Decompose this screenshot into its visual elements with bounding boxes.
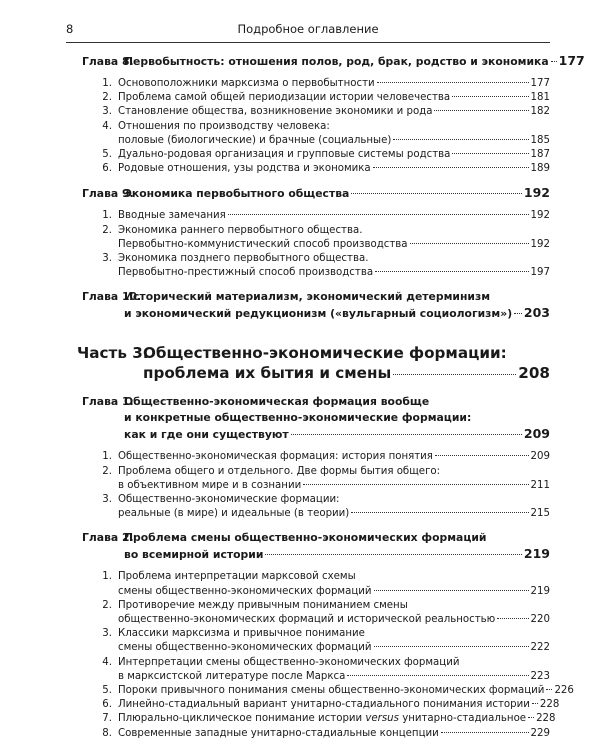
- chapter-page: 219: [523, 546, 550, 562]
- dot-leader: [497, 618, 528, 619]
- chapter-9-entry[interactable]: [82, 185, 550, 202]
- item-title: Линейно-стадиальный вариант унитарно-стадиального понимания истории: [118, 699, 530, 711]
- item-page: 229: [530, 727, 550, 739]
- item-title-part: Плюрально-циклическое понимание истории: [118, 713, 366, 725]
- toc-item[interactable]: [82, 224, 550, 238]
- table-of-contents: [77, 53, 585, 741]
- dot-leader: [265, 554, 522, 555]
- chapter-label: Глава 8.: [82, 55, 134, 68]
- chapter-page: 209: [523, 426, 550, 442]
- toc-item-continuation[interactable]: [82, 238, 550, 252]
- toc-item-continuation[interactable]: [82, 479, 550, 493]
- item-title: Интерпретации смены общественно-экономических формаций: [118, 656, 460, 668]
- dot-leader: [551, 61, 557, 62]
- item-title-cont: реальные (в мире) и идеальные (в теории): [118, 508, 350, 520]
- item-title: Отношения по производству человека:: [118, 120, 330, 132]
- item-number: 6.: [102, 163, 112, 175]
- dot-leader: [351, 512, 528, 513]
- item-title-part: унитарно-стадиальное: [398, 713, 527, 725]
- chapter-8-entry[interactable]: [82, 53, 585, 70]
- chapter-10-entry[interactable]: [82, 289, 550, 305]
- item-page: 209: [530, 451, 550, 463]
- dot-leader: [435, 455, 529, 456]
- toc-item[interactable]: [82, 570, 550, 584]
- item-title-cont: в марксистской литературе после Маркса: [118, 670, 346, 682]
- part-title-cont: проблема их бытия и смены: [143, 364, 392, 383]
- dot-leader: [374, 590, 529, 591]
- dot-leader: [452, 96, 528, 97]
- page-number: 8: [66, 22, 74, 36]
- toc-item[interactable]: [82, 91, 550, 105]
- part-label: Часть 3.: [77, 344, 149, 363]
- chapter-label: Глава 1.: [82, 395, 134, 409]
- item-title: Экономика раннего первобытного общества.: [118, 224, 363, 236]
- item-title: Родовые отношения, узы родства и экономика: [118, 163, 371, 175]
- part3-chapter-1-entry-cont[interactable]: [82, 426, 550, 443]
- toc-item-continuation[interactable]: [82, 585, 550, 599]
- chapter-title: Проблема смены общественно-экономических формаций: [124, 531, 487, 545]
- dot-leader: [434, 110, 528, 111]
- item-number: 7.: [102, 713, 112, 725]
- item-number: 3.: [102, 494, 112, 506]
- toc-item[interactable]: [82, 698, 560, 712]
- dot-leader: [514, 313, 522, 314]
- item-title: Проблема самой общей периодизации истории человечества: [118, 92, 451, 104]
- dot-leader: [393, 374, 516, 375]
- item-title: Проблема общего и отдельного. Две формы бытия общего:: [118, 465, 441, 477]
- dot-leader: [377, 82, 529, 83]
- running-header: [66, 22, 550, 42]
- item-title: Проблема интерпретации марксовой схемы: [118, 571, 356, 583]
- item-page: 182: [530, 106, 550, 118]
- toc-item[interactable]: [82, 252, 550, 266]
- dot-leader: [291, 434, 522, 435]
- item-page: 220: [530, 614, 550, 626]
- chapter-title: Экономика первобытного общества: [124, 187, 350, 201]
- item-title-cont: общественно-экономических формаций и исторической реальностью: [118, 614, 496, 626]
- toc-item[interactable]: [82, 627, 550, 641]
- part-3-entry-cont[interactable]: [77, 363, 550, 383]
- item-title: Становление общества, возникновение экономики и рода: [118, 106, 433, 118]
- dot-leader: [228, 214, 529, 215]
- item-number: 8.: [102, 727, 112, 739]
- item-title: Вводные замечания: [118, 210, 226, 222]
- toc-item-continuation[interactable]: [82, 613, 550, 627]
- toc-item[interactable]: [82, 727, 550, 741]
- dot-leader: [373, 167, 529, 168]
- item-page: 226: [554, 685, 574, 697]
- toc-item[interactable]: [82, 450, 550, 464]
- dot-leader: [374, 646, 529, 647]
- dot-leader: [347, 675, 528, 676]
- item-number: 4.: [102, 656, 112, 668]
- part-title: Общественно-экономические формации:: [143, 344, 507, 363]
- item-number: 3.: [102, 106, 112, 118]
- item-title: [118, 712, 526, 726]
- toc-item[interactable]: [82, 712, 556, 726]
- item-title-cont: смены общественно-экономических формаций: [118, 642, 372, 654]
- dot-leader: [546, 689, 552, 690]
- running-title: Подробное оглавление: [237, 22, 379, 36]
- part3-chapter-1-entry-cont[interactable]: [82, 410, 550, 426]
- toc-item[interactable]: [82, 162, 550, 176]
- chapter-label: Глава 2.: [82, 531, 134, 545]
- part3-chapter-1-entry[interactable]: [82, 394, 550, 410]
- item-number: 3.: [102, 253, 112, 265]
- toc-item-continuation[interactable]: [82, 266, 550, 280]
- item-page: 177: [530, 78, 550, 89]
- toc-item[interactable]: [82, 465, 550, 479]
- chapter-page: 192: [523, 185, 550, 201]
- dot-leader: [441, 732, 529, 733]
- chapter-10-entry-cont[interactable]: [82, 305, 550, 322]
- item-title-cont: Первобытно-престижный способ производства: [118, 267, 374, 279]
- item-page: 211: [530, 479, 550, 491]
- item-page: 222: [530, 642, 550, 654]
- item-number: 2.: [102, 92, 112, 104]
- toc-item[interactable]: [82, 120, 550, 134]
- toc-item[interactable]: [82, 599, 550, 613]
- chapter-title-cont: и экономический редукционизм («вульгарный социологизм»): [124, 307, 513, 321]
- dot-leader: [410, 243, 529, 244]
- chapter-page: 203: [523, 305, 550, 321]
- toc-item[interactable]: [82, 684, 574, 698]
- part-page: 208: [518, 364, 550, 383]
- item-title: Дуально-родовая организация и групповые системы родства: [118, 149, 451, 161]
- item-number: 1.: [102, 571, 112, 583]
- item-number: 3.: [102, 628, 112, 640]
- toc-item[interactable]: [82, 656, 550, 670]
- item-title: Экономика позднего первобытного общества.: [118, 253, 369, 265]
- dot-leader: [351, 193, 522, 194]
- dot-leader: [393, 139, 528, 140]
- item-title: Современные западные унитарно-стадиальные концепции: [118, 727, 439, 739]
- dot-leader: [532, 703, 538, 704]
- item-title: Общественно-экономические формации:: [118, 494, 340, 506]
- item-number: 5.: [102, 685, 112, 697]
- item-page: 228: [536, 713, 556, 725]
- dot-leader: [375, 271, 528, 272]
- toc-item[interactable]: [82, 493, 550, 507]
- item-page: 215: [530, 508, 550, 520]
- item-number: 1.: [102, 78, 112, 89]
- item-number: 4.: [102, 120, 112, 132]
- dot-leader: [452, 153, 528, 154]
- item-title: Основоположники марксизма о первобытности: [118, 78, 375, 89]
- item-number: 5.: [102, 149, 112, 161]
- chapter-page: 177: [558, 53, 585, 68]
- item-number: 2.: [102, 599, 112, 611]
- chapter-title: Исторический материализм, экономический детерминизм: [124, 290, 491, 304]
- item-page: 192: [530, 210, 550, 222]
- item-page: 192: [530, 238, 550, 250]
- chapter-title-cont: как и где они существуют: [124, 428, 289, 442]
- item-page: 187: [530, 149, 550, 161]
- item-page: 228: [539, 699, 560, 711]
- toc-item[interactable]: [82, 77, 550, 91]
- part3-chapter-2-entry-cont[interactable]: [82, 546, 550, 563]
- toc-item-continuation[interactable]: [82, 641, 550, 655]
- item-page: 197: [530, 267, 550, 279]
- item-title-cont: половые (биологические) и брачные (социальные): [118, 134, 392, 146]
- toc-item[interactable]: [82, 148, 550, 162]
- item-title: Пороки привычного понимания смены общественно-экономических формаций: [118, 685, 545, 697]
- dot-leader: [303, 484, 528, 485]
- item-number: 1.: [102, 451, 112, 463]
- toc-item-continuation[interactable]: [82, 507, 550, 521]
- part3-chapter-2-entry[interactable]: [82, 530, 550, 546]
- toc-item-continuation[interactable]: [82, 670, 550, 684]
- chapter-label: Глава 10.: [82, 290, 142, 304]
- item-number: 2.: [102, 224, 112, 236]
- item-number: 2.: [102, 465, 112, 477]
- item-title: Общественно-экономическая формация: история понятия: [118, 451, 433, 463]
- item-page: 223: [530, 670, 550, 682]
- item-title: Противоречие между привычным пониманием смены: [118, 599, 408, 611]
- item-title-italic: versus: [365, 713, 399, 725]
- chapter-title-cont: и конкретные общественно-экономические формации:: [124, 411, 472, 425]
- item-page: 185: [530, 134, 550, 146]
- item-page: 189: [530, 163, 550, 175]
- item-title: Классики марксизма и привычное понимание: [118, 628, 365, 640]
- item-page: 219: [530, 585, 550, 597]
- item-page: 181: [530, 92, 550, 104]
- header-rule: [66, 42, 550, 43]
- part-3-entry[interactable]: [77, 343, 550, 363]
- toc-item[interactable]: [82, 105, 550, 119]
- item-title-cont: смены общественно-экономических формаций: [118, 585, 372, 597]
- item-number: 6.: [102, 699, 112, 711]
- toc-item[interactable]: [82, 209, 550, 223]
- chapter-label: Глава 9.: [82, 187, 134, 201]
- item-title-cont: Первобытно-коммунистический способ производства: [118, 238, 408, 250]
- chapter-title-cont: во всемирной истории: [124, 548, 264, 562]
- item-title-cont: в объективном мире и в сознании: [118, 479, 302, 491]
- dot-leader: [528, 717, 534, 718]
- chapter-title: Первобытность: отношения полов, род, брак, родство и экономика: [124, 55, 549, 68]
- chapter-title: Общественно-экономическая формация вообще: [124, 395, 430, 409]
- toc-item-continuation[interactable]: [82, 134, 550, 148]
- item-number: 1.: [102, 210, 112, 222]
